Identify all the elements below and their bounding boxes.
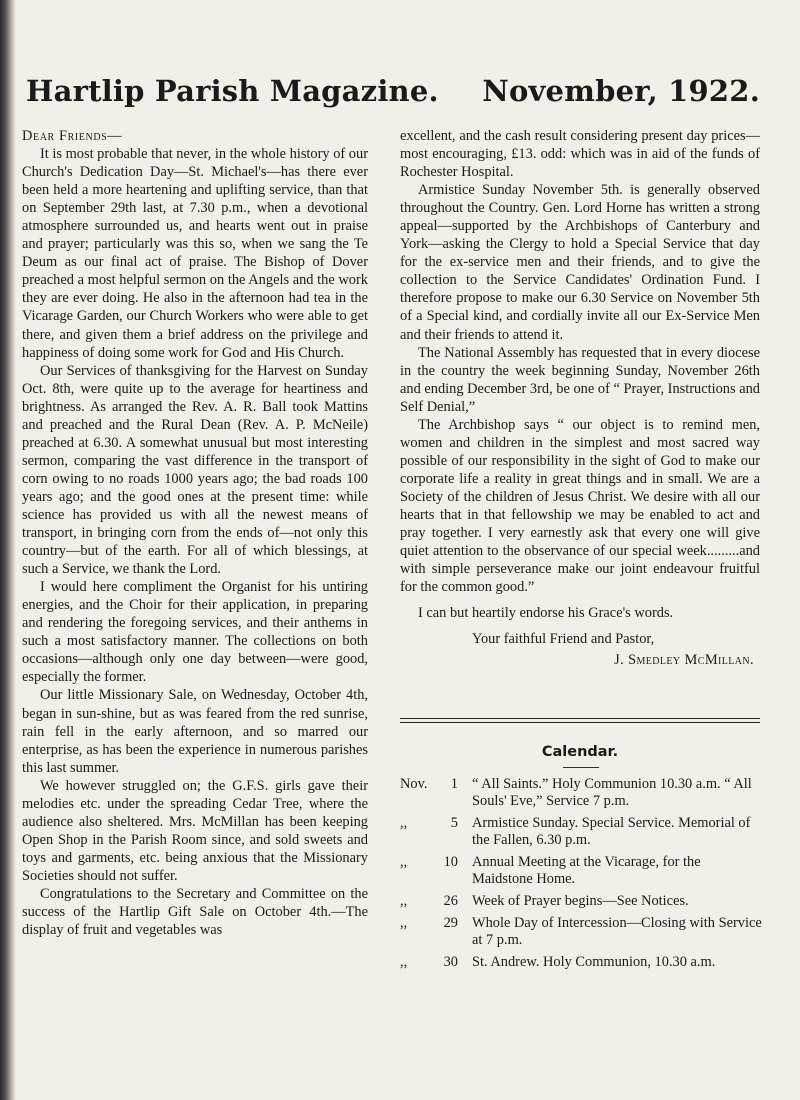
- letter-greeting: Dear Friends—: [22, 128, 123, 144]
- calendar-month: ,,: [400, 893, 408, 909]
- letter-signature: J. Smedley McMillan.: [614, 652, 754, 669]
- left-column: [22, 127, 368, 939]
- calendar-month: ,,: [400, 854, 408, 870]
- paragraph-missionary-sale: Our little Missionary Sale, on Wednesday, October 4th, began in sun-shine, but as was feared from the red sunrise, rain fell in the early afternoon, and so marred our enterprise, as has been the experience in numerous parishes this last summer.: [22, 687, 368, 776]
- paragraph-gfs-girls: We however struggled on; the G.F.S. girls gave their melodies etc. under the spreading Cedar Tree, where the audience also sheltered. Mrs. McMillan has been keeping Open Shop in the Parish Room since, and sold sweets and toys and garments, etc. being anxious that the Missionary Societies should not suffer.: [22, 777, 368, 884]
- calendar-event: Week of Prayer begins—See Notices.: [472, 893, 689, 909]
- calendar-day: 5: [450, 815, 458, 831]
- calendar-list: [400, 776, 762, 976]
- calendar-entry: [400, 776, 762, 810]
- calendar-event: St. Andrew. Holy Communion, 10.30 a.m.: [472, 954, 716, 970]
- paragraph-national-assembly: The National Assembly has requested that in every diocese in the country the week beginning Sunday, November 26th and ending December 3rd, be one of “ Prayer, Instructions and Self Denial,”: [400, 344, 760, 415]
- calendar-heading-underline: [563, 767, 599, 768]
- page-binding-edge: [0, 0, 16, 1100]
- calendar-entry: [400, 954, 762, 971]
- calendar-entry: [400, 893, 762, 910]
- magazine-title: Hartlip Parish Magazine.: [26, 74, 439, 108]
- paragraph-gift-sale: Congratulations to the Secretary and Committee on the success of the Hartlip Gift Sale on October 4th.—The display of fruit and vegetables was: [22, 885, 368, 939]
- calendar-month: ,,: [400, 915, 408, 931]
- paragraph-dedication-day: It is most probable that never, in the whole history of our Church's Dedication Day—St. Michael's—has there ever been held a more heartening and uplifting service, than that on September 29th last, at 7.30 p.m., when a devotional atmosphere surrounded us, and hearts went out in praise and prayer; particularly was this so, when we sang the Te Deum as our final act of praise. The Bishop of Dover preached a most helpful sermon on the Angels and the work they are ever doing. He also in the afternoon had tea in the Vicarage Garden, our Church Workers who were able to get there, and given them a brief address on the privilege and happiness of doing some work for God and His Church.: [22, 146, 368, 361]
- calendar-heading: Calendar.: [541, 744, 619, 760]
- calendar-entry: [400, 915, 762, 949]
- calendar-event: “ All Saints.” Holy Communion 10.30 a.m. “ All Souls' Eve,” Service 7 p.m.: [472, 776, 752, 809]
- calendar-event: Whole Day of Intercession—Closing with Service at 7 p.m.: [472, 915, 762, 948]
- section-divider-rule: [400, 718, 760, 723]
- calendar-event: Armistice Sunday. Special Service. Memorial of the Fallen, 6.30 p.m.: [472, 815, 751, 848]
- calendar-day: 26: [443, 893, 458, 909]
- paragraph-armistice-sunday: Armistice Sunday November 5th. is generally observed throughout the Country. Gen. Lord Horne has written a strong appeal—supported by the Archbishops of Canterbury and York—asking the Clergy to hold a Special Service that day for the ex-service men and their friends, and to give the collection to the Service Candidates' Ordination Fund. I therefore propose to make our 6.30 Service on November 5th of a Special kind, and cordially invite all our Ex-Service Men and their friends to attend it.: [400, 182, 760, 343]
- letter-closing: Your faithful Friend and Pastor,: [472, 631, 655, 648]
- right-column: [400, 127, 760, 669]
- calendar-day: 10: [443, 854, 458, 870]
- calendar-entry: [400, 854, 762, 888]
- masthead: [26, 72, 766, 116]
- paragraph-gift-sale-continued: excellent, and the cash result considering present day prices—most encouraging, £13. odd: which was in aid of the funds of Rochester Hospital.: [400, 128, 760, 181]
- calendar-day: 29: [443, 915, 458, 931]
- paragraph-organist-choir: I would here compliment the Organist for his untiring energies, and the Choir for their application, in preparing and rendering the foregoing services, and their anthems in such a most satisfactory manner. The collections on both occasions—although only one day between—were good, especially the former.: [22, 579, 368, 686]
- calendar-event: Annual Meeting at the Vicarage, for the Maidstone Home.: [472, 854, 701, 887]
- calendar-entry: [400, 815, 762, 849]
- calendar-month: ,,: [400, 954, 408, 970]
- calendar-day: 30: [443, 954, 458, 970]
- calendar-day: 1: [450, 776, 458, 792]
- calendar-month: Nov.: [400, 776, 428, 792]
- issue-date: November, 1922.: [482, 74, 760, 108]
- calendar-month: ,,: [400, 815, 408, 831]
- endorsement-line: I can but heartily endorse his Grace's words.: [418, 605, 674, 622]
- paragraph-harvest-services: Our Services of thanksgiving for the Harvest on Sunday Oct. 8th, were quite up to the average for heartiness and brightness. As arranged the Rev. A. R. Ball took Mattins and preached and the Rural Dean (Rev. A. P. McNeile) preached at 6.30. A somewhat unusual but most interesting sermon, comparing the vast difference in the transport of corn owing to no roads 1000 years ago; the bad roads 100 years ago; and the good ones at the present time: while science has provided us with all the newest means of transport, in bringing corn from the ends of—not only this country—but of the earth. For all of which blessings, at such a Service, we thank the Lord.: [22, 362, 368, 578]
- paragraph-archbishop-quote: The Archbishop says “ our object is to remind men, women and children in the simplest and most sacred way possible of our responsibility in the sight of God to make our corporate life a reality in great things and in small. We are a Society of the children of Jesus Christ. We desire with all our hearts that in that fellowship we may be enabled to act and pray together. I very earnestly ask that every one will give quiet attention to the observance of our special week.........and with simple perseverance make our joint endeavour fruitful for the common good.”: [400, 416, 760, 596]
